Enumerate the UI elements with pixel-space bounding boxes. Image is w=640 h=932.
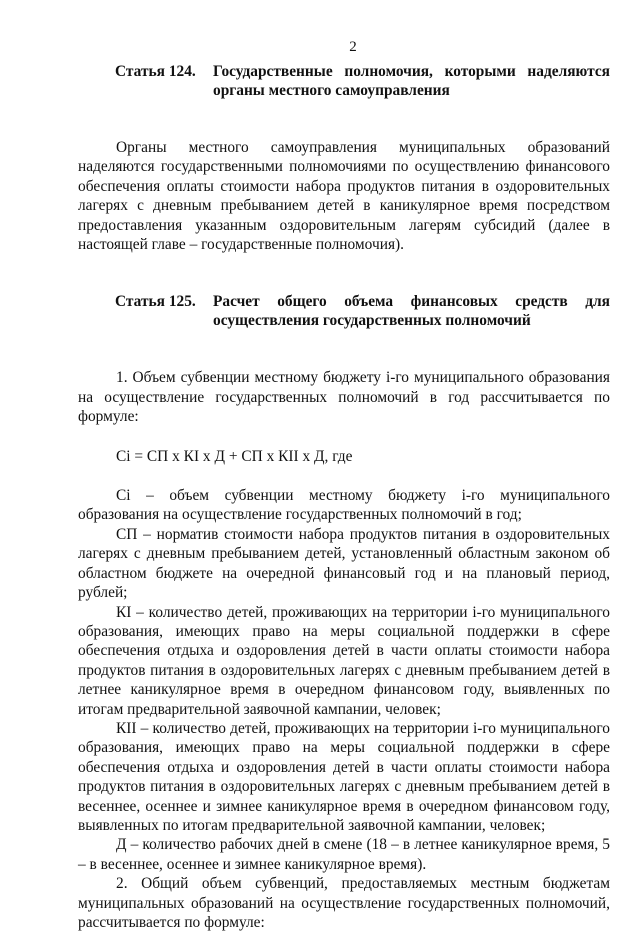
article-125-paragraph-2: 2. Общий объем субвенций, предоставляемых местным бюджетам муниципальных образований на осуществление государственных полномочий, рассчитывается по формуле: [78, 875, 610, 931]
definition-ci: Ci – объем субвенции местному бюджету i-го муниципального образования на осуществление государственных полномочий в год; [78, 487, 610, 524]
definition-sp: СП – норматив стоимости набора продуктов питания в оздоровительных лагерях с дневным пребыванием детей, установленный областным законом об областном бюджете на очередной финансовый год и на плановый период, рублей; [78, 525, 610, 602]
article-124-heading [78, 62, 610, 100]
article-125-heading [78, 292, 610, 330]
definition-k2: КII – количество детей, проживающих на территории i-го муниципального образования, имеющих право на меры социальной поддержки в сфере обеспечения отдыха и оздоровления детей в части оплаты стоимости набора продуктов питания в оздоровительных лагерях с дневным пребыванием детей в весеннее, осеннее и зимнее каникулярное время в очередном финансовом году, выявленных по итогам предварительной заявочной кампании, человек; [78, 719, 610, 834]
article-124-title: Государственные полномочия, которыми наделяются органы местного самоуправления [213, 63, 610, 99]
definition-k1: КI – количество детей, проживающих на территории i-го муниципального образования, имеющих право на меры социальной поддержки в сфере обеспечения отдыха и оздоровления детей в части оплаты стоимости набора продуктов питания в оздоровительных лагерях с дневным пребыванием детей в летнее каникулярное время в очередном финансовом году, выявленных по итогам предварительной заявочной кампании, человек; [78, 603, 610, 718]
page-number: 2 [349, 39, 357, 55]
subvention-formula: Ci = СП х КI х Д + СП х КII х Д, где [116, 447, 353, 465]
article-125-number: Статья 125. [115, 293, 196, 311]
article-125-paragraph-1: 1. Объем субвенции местному бюджету i-го муниципального образования на осуществление государственных полномочий в год рассчитывается по формуле: [78, 369, 610, 426]
article-124-number: Статья 124. [115, 63, 196, 80]
article-124-paragraph: Органы местного самоуправления муниципальных образований наделяются государственными полномочиями по осуществлению финансового обеспечения оплаты стоимости набора продуктов питания в оздоровительных лагерях с дневным пребыванием детей в каникулярное время посредством предоставления указанным оздоровительным лагерям субсидий (далее в настоящей главе – государственные полномочия). [78, 139, 610, 254]
definition-d: Д – количество рабочих дней в смене (18 – в летнее каникулярное время, 5 – в весеннее, осеннее и зимнее каникулярное время). [78, 836, 610, 873]
article-125-title: Расчет общего объема финансовых средств для осуществления государственных полномочий [213, 293, 610, 330]
